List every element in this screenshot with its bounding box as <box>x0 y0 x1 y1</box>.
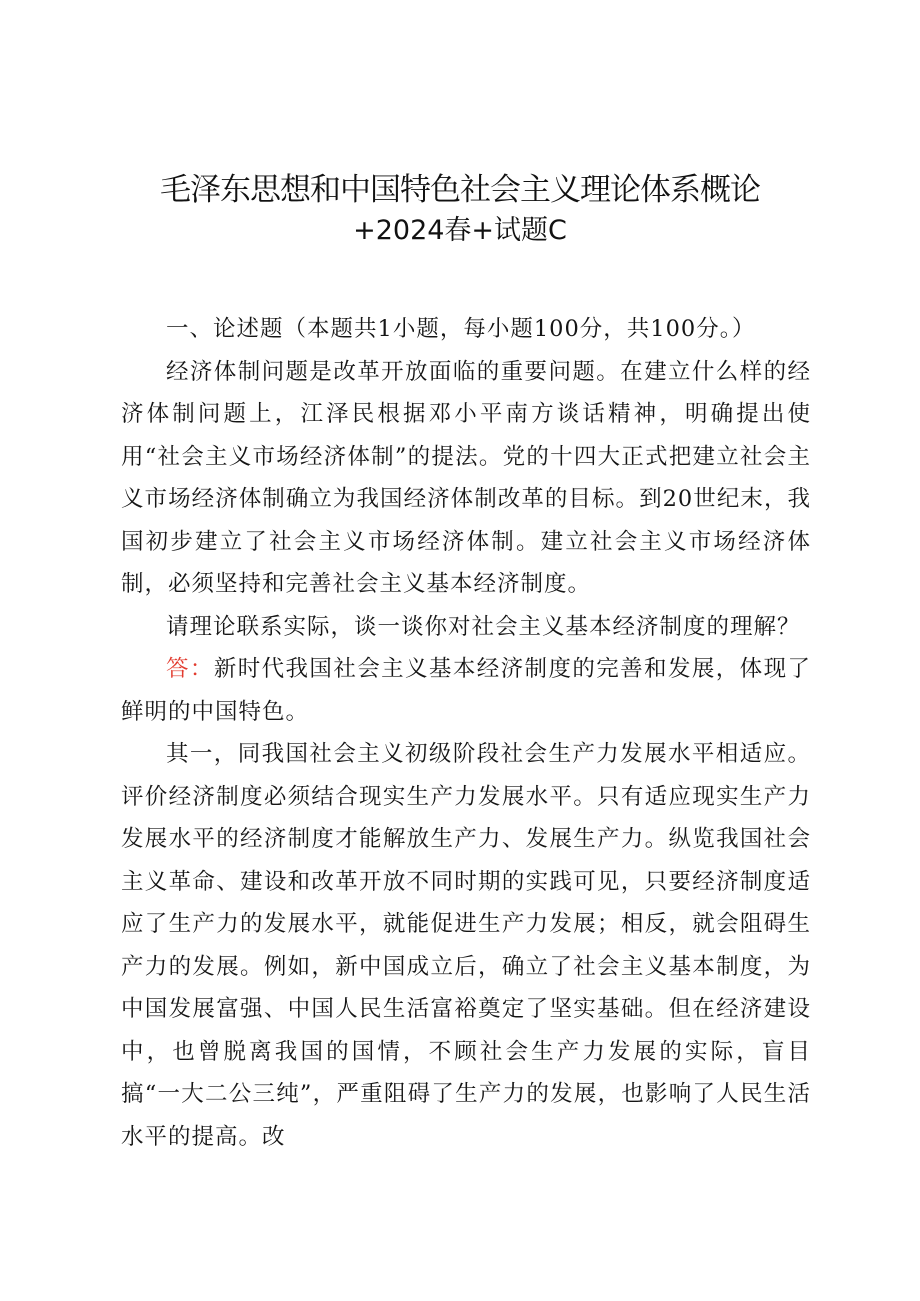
answer-text: 新时代我国社会主义基本经济制度的完善和发展，体现了鲜明的中国特色。 <box>121 656 811 725</box>
document-body <box>121 308 811 1158</box>
answer-paragraph <box>121 648 811 733</box>
document-title: 毛泽东思想和中国特色社会主义理论体系概论 <box>160 172 760 208</box>
answer-label: 答： <box>166 656 214 682</box>
answer-point-one: 其一，同我国社会主义初级阶段社会生产力发展水平相适应。评价经济制度必须结合现实生产力发展水平。只有适应现实生产力发展水平的经济制度才能解放生产力、发展生产力。纵览我国社会主义革命、建设和改革开放不同时期的实践可见，只要经济制度适应了生产力的发展水平，就能促进生产力发展；相反，就会阻碍生产力的发展。例如，新中国成立后，确立了社会主义基本制度，为中国发展富强、中国人民生活富裕奠定了坚实基础。但在经济建设中，也曾脱离我国的国情，不顾社会生产力发展的实际，盲目搞“一大二公三纯”，严重阻碍了生产力的发展，也影响了人民生活水平的提高。改 <box>121 741 811 1150</box>
question-prompt: 请理论联系实际，谈一谈你对社会主义基本经济制度的理解？ <box>166 613 801 640</box>
section-heading: 一、论述题（本题共1小题，每小题100分，共100分。） <box>166 316 756 342</box>
document-subtitle: +2024春+试题C <box>353 215 567 246</box>
question-text: 经济体制问题是改革开放面临的重要问题。在建立什么样的经济体制问题上，江泽民根据邓小平南方谈话精神，明确提出使用“社会主义市场经济体制”的提法。党的十四大正式把建立社会主义市场经济体制确立为我国经济体制改革的目标。到20世纪末，我国初步建立了社会主义市场经济体制。建立社会主义市场经济体制，必须坚持和完善社会主义基本经济制度。 <box>121 358 811 597</box>
